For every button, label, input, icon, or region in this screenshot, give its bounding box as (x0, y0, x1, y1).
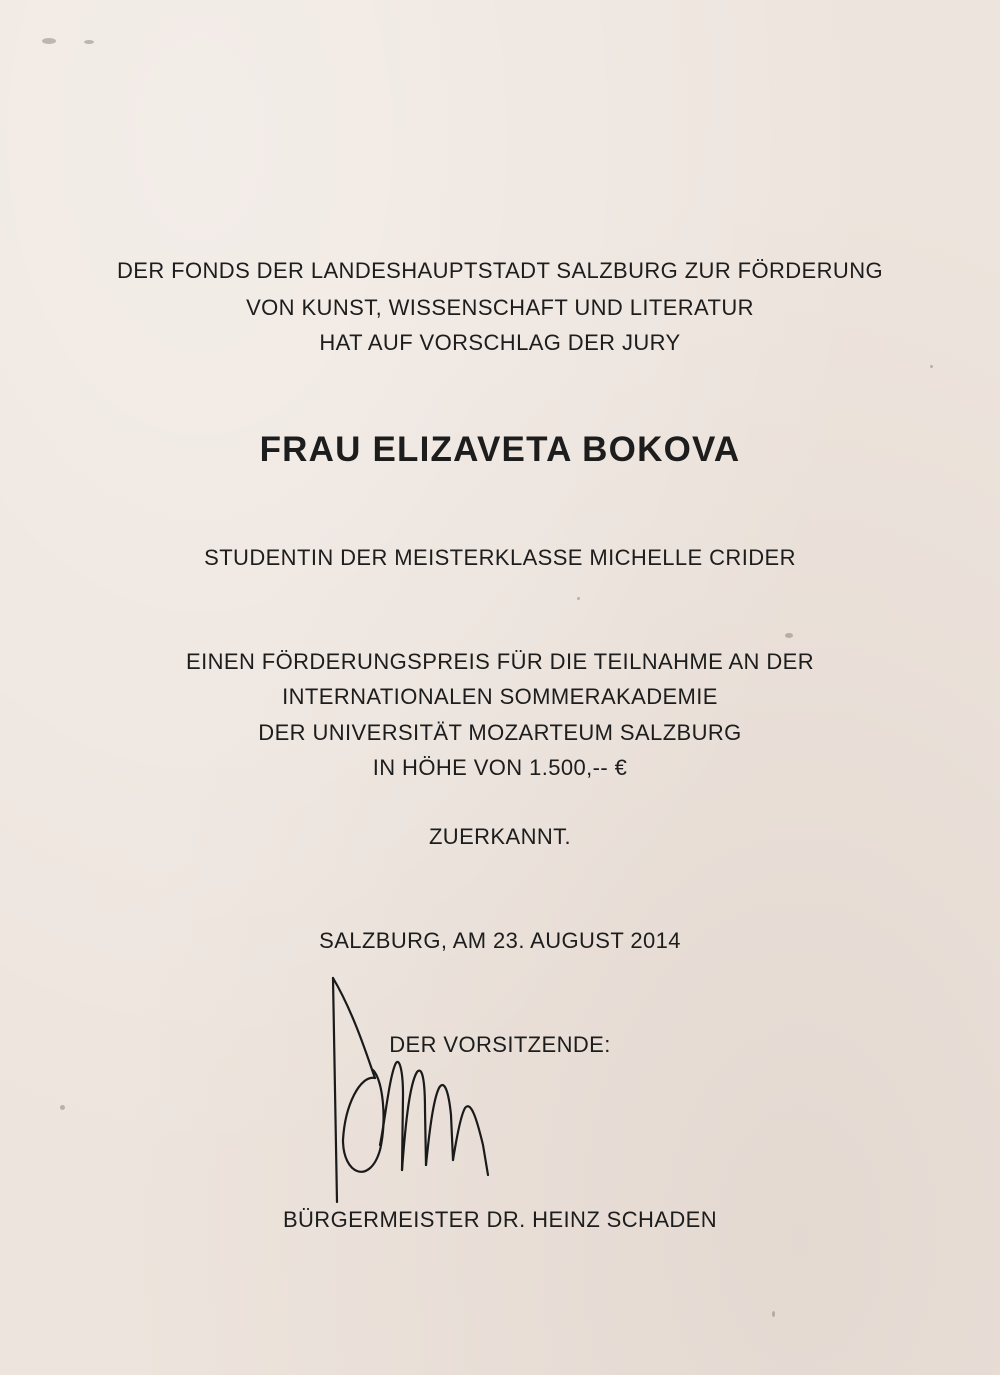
paper-speck (930, 365, 933, 368)
award-line-2: INTERNATIONALEN SOMMERAKADEMIE (282, 684, 718, 709)
signature-stroke (453, 1106, 488, 1175)
recipient-name: FRAU ELIZAVETA BOKOVA (259, 430, 741, 469)
award-line-1: EINEN FÖRDERUNGSPREIS FÜR DIE TEILNAHME AN DER (186, 649, 814, 674)
signatory-role: DER VORSITZENDE: (389, 1032, 611, 1057)
paper-speck (84, 40, 94, 44)
signature-stroke (426, 1085, 453, 1165)
award-amount: IN HÖHE VON 1.500,-- € (372, 755, 628, 780)
paper-speck (42, 38, 56, 44)
paper-speck (785, 633, 793, 638)
paper-speck (772, 1311, 775, 1317)
header-line-1: DER FONDS DER LANDESHAUPTSTADT SALZBURG ZUR FÖRDERUNG (116, 258, 884, 283)
paper-speck (60, 1105, 65, 1110)
signature-stroke (343, 1070, 384, 1172)
signature-stroke (333, 978, 375, 1078)
header-line-3: HAT AUF VORSCHLAG DER JURY (319, 330, 681, 355)
header-line-2: VON KUNST, WISSENSCHAFT UND LITERATUR (246, 295, 754, 320)
signatory-name: BÜRGERMEISTER DR. HEINZ SCHADEN (282, 1207, 718, 1232)
award-line-3: DER UNIVERSITÄT MOZARTEUM SALZBURG (258, 720, 742, 745)
closing-text: ZUERKANNT. (428, 824, 572, 849)
signature-stroke (402, 1071, 426, 1170)
paper-speck (577, 597, 580, 600)
place-date: SALZBURG, AM 23. AUGUST 2014 (319, 928, 681, 953)
signature-stroke (333, 978, 337, 1202)
recipient-description: STUDENTIN DER MEISTERKLASSE MICHELLE CRIDER (204, 545, 796, 570)
handwritten-signature (325, 970, 500, 1205)
